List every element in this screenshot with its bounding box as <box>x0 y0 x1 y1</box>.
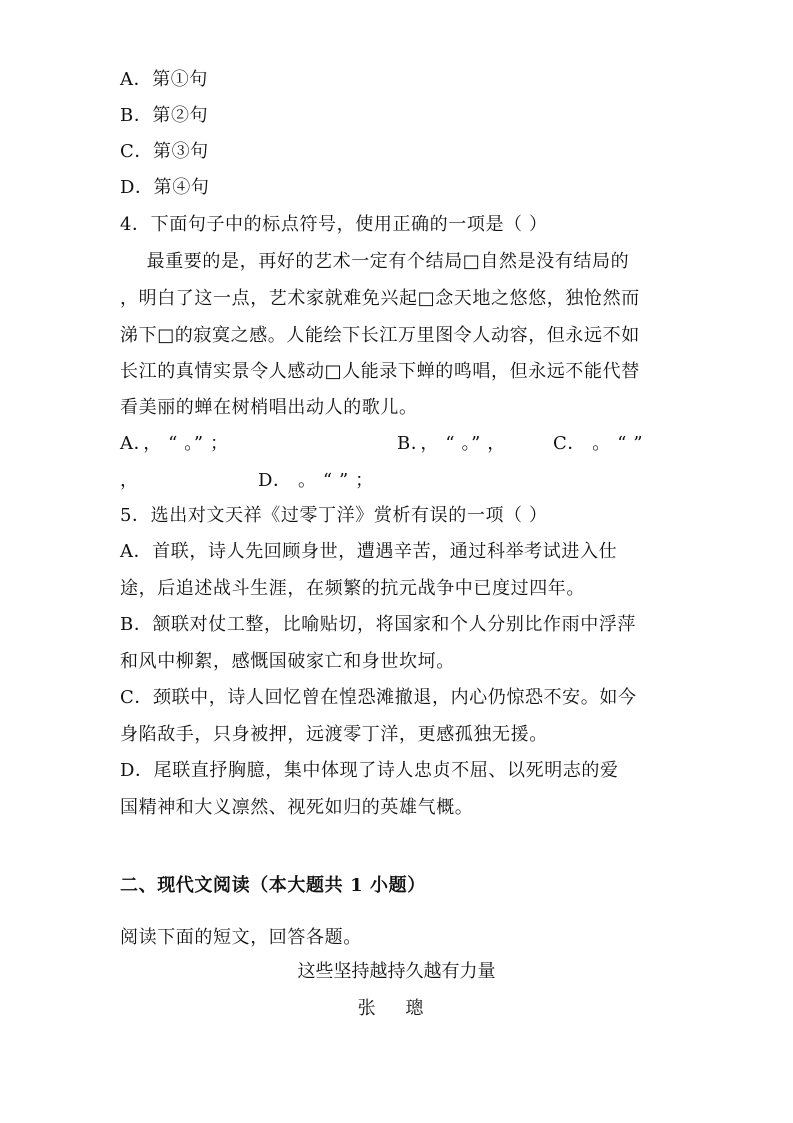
q4-option-b: B．， “ 。” ， <box>397 433 506 454</box>
q4-passage-line: 最重要的是，再好的艺术一定有个结局□自然是没有结局的 <box>128 251 630 272</box>
q4-passage-line: 长江的真情实景令人感动□人能录下蝉的鸣唱，但永远不能代替 <box>120 361 640 382</box>
q3-option-d: D．第④句 <box>120 177 210 198</box>
article-title: 这些坚持越持久越有力量 <box>297 961 496 982</box>
q5-option-d-continued: 国精神和大义凛然、视死如归的英雄气概。 <box>120 797 474 818</box>
q5-option-c-continued: 身陷敌手，只身被押，远渡零丁洋，更感孤独无援。 <box>120 724 548 745</box>
q4-option-c-continued: ， <box>120 470 139 491</box>
q3-option-b: B．第②句 <box>120 105 209 126</box>
q4-passage-line: 看美丽的蝉在树梢唱出动人的歌儿。 <box>120 397 418 418</box>
q5-option-d: D．尾联直抒胸臆，集中体现了诗人忠贞不屈、以死明志的爱 <box>120 760 619 781</box>
q5-option-b-continued: 和风中柳絮，感慨国破家亡和身世坎坷。 <box>120 651 455 672</box>
q5-option-a-continued: 途，后追述战斗生涯，在频繁的抗元战争中已度过四年。 <box>120 578 585 599</box>
q4-option-a: A．， “ 。” ； <box>120 433 229 454</box>
q4-option-d: D． 。 “ ” ； <box>258 470 374 491</box>
q4-stem: 4．下面句子中的标点符号，使用正确的一项是（ ） <box>120 214 548 235</box>
q5-option-b: B．颔联对仗工整，比喻贴切，将国家和个人分别比作雨中浮萍 <box>120 614 637 635</box>
reading-instruction: 阅读下面的短文，回答各题。 <box>120 927 362 948</box>
q5-option-a: A．首联，诗人先回顾身世，遭遇辛苦，通过科举考试进入仕 <box>120 541 618 562</box>
section-heading: 二、现代文阅读（本大题共 1 小题） <box>120 875 426 896</box>
q4-passage-line: ，明白了这一点，艺术家就难免兴起□念天地之悠悠，独怆然而 <box>120 288 640 309</box>
q3-option-a: A．第①句 <box>120 69 208 90</box>
q4-option-c: C． 。 “ ” <box>553 433 644 454</box>
q5-option-c: C．颈联中，诗人回忆曾在惶恐滩撤退，内心仍惊恐不安。如今 <box>120 687 637 708</box>
q5-stem: 5．选出对文天祥《过零丁洋》赏析有误的一项（ ） <box>120 505 548 526</box>
q3-option-c: C．第③句 <box>120 141 209 162</box>
article-author: 张 璁 <box>357 998 436 1019</box>
q4-passage-line: 涕下□的寂寞之感。人能绘下长江万里图令人动容，但永远不如 <box>120 325 640 346</box>
